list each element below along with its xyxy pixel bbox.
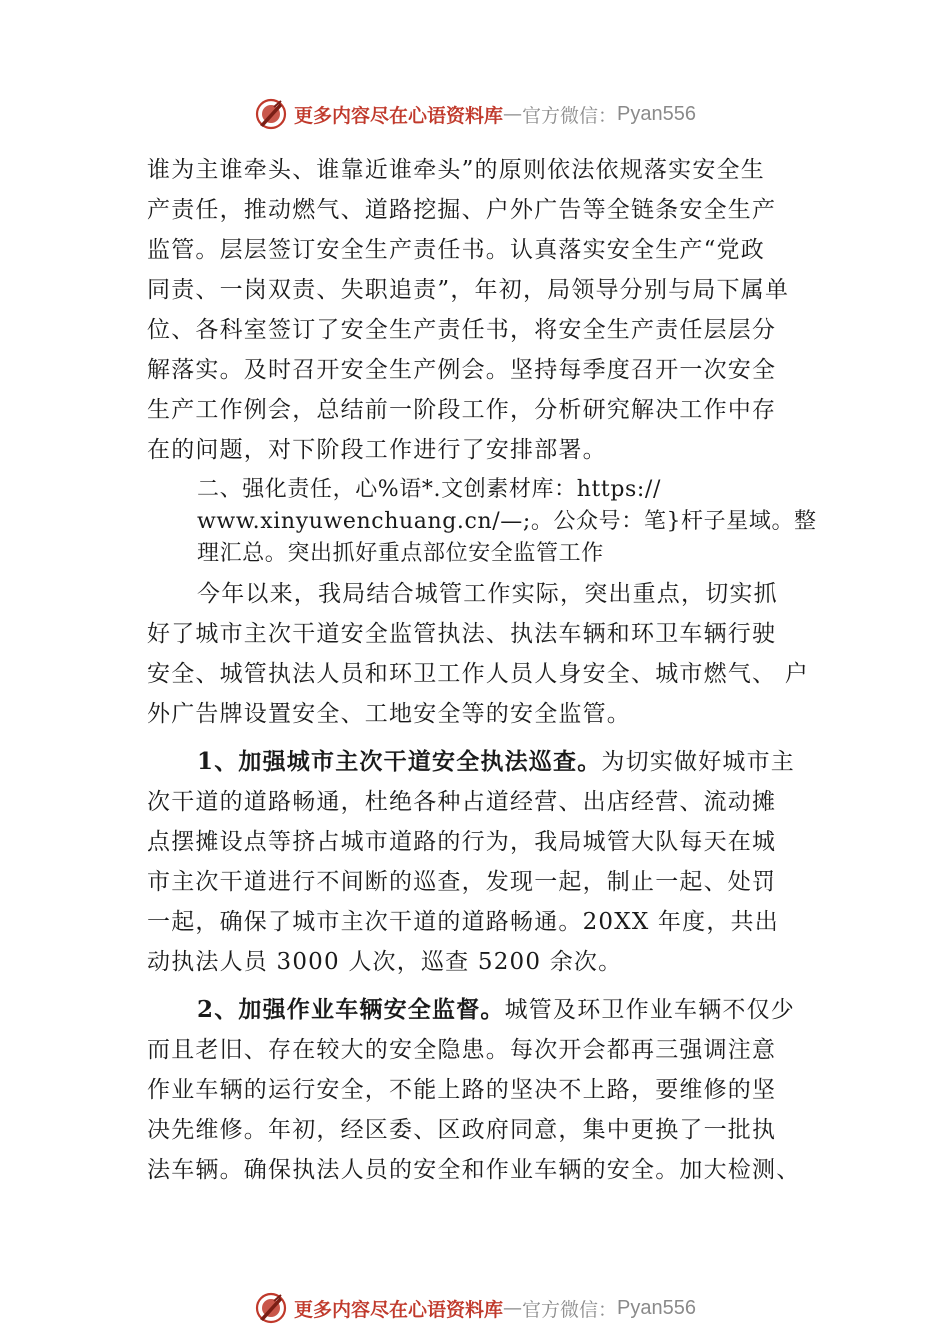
banner-wechat-label: 官方微信： [522, 1298, 618, 1321]
section-heading-line: 二、强化责任，心%语*.文创素材库：https:// [197, 477, 661, 502]
item2-first-rest: 城管及环卫作业车辆不仅少 [504, 997, 796, 1023]
item1-line: 动执法人员 3000 人次，巡查 5200 余次。 [147, 949, 623, 975]
banner-wechat-label: 官方微信： [522, 104, 618, 127]
quill-seal-icon [254, 1291, 288, 1325]
body-line: 谁为主谁牵头、谁靠近谁牵头”的原则依法依规落实安全生 [147, 157, 765, 183]
body-line: 解落实。及时召开安全生产例会。坚持每季度召开一次安全 [147, 357, 777, 383]
banner-wechat-id: Pyan556 [617, 102, 696, 125]
body-line: 产责任，推动燃气、道路挖掘、户外广告等全链条安全生产 [147, 197, 777, 223]
header-banner [0, 92, 950, 136]
item2-line: 决先维修。年初，经区委、区政府同意，集中更换了一批执 [147, 1117, 777, 1143]
item2-line: 作业车辆的运行安全，不能上路的坚决不上路，要维修的坚 [147, 1077, 777, 1103]
body-line: 位、各科室签订了安全生产责任书，将安全生产责任层层分 [147, 317, 777, 343]
item1-line: 次干道的道路畅通，杜绝各种占道经营、出店经营、流动摊 [147, 789, 777, 815]
body-line: 同责、一岗双责、失职追责”，年初，局领导分别与局下属单 [147, 277, 790, 303]
item1-first-line [147, 742, 827, 782]
item1-line: 点摆摊设点等挤占城市道路的行为，我局城管大队每天在城 [147, 829, 777, 855]
banner-separator: — [503, 103, 523, 125]
body-line: 生产工作例会，总结前一阶段工作，分析研究解决工作中存 [147, 397, 777, 423]
banner-separator: — [503, 1297, 523, 1319]
item2-heading: 2、加强作业车辆安全监督。 [197, 996, 505, 1023]
document-body [147, 150, 827, 1190]
item2-line: 法车辆。确保执法人员的安全和作业车辆的安全。加大检测、 [147, 1157, 801, 1183]
intro-line: 安全、城管执法人员和环卫工作人员人身安全、城市燃气、 户 [147, 661, 809, 687]
item1-line: 市主次干道进行不间断的巡查，发现一起，制止一起、处罚 [147, 869, 777, 895]
quill-seal-icon [254, 97, 288, 131]
section-heading-line: www.xinyuwenchuang.cn/—;。公众号：笔}杆子星域。整 [197, 509, 817, 534]
banner-brand: 更多内容尽在心语资料库 [294, 1298, 504, 1321]
item2-first-line [147, 990, 827, 1030]
section-heading-line: 理汇总。突出抓好重点部位安全监管工作 [197, 541, 604, 566]
body-line: 监管。层层签订安全生产责任书。认真落实安全生产“党政 [147, 237, 765, 263]
footer-banner [0, 1286, 950, 1330]
intro-line: 今年以来，我局结合城管工作实际，突出重点，切实抓 [197, 581, 778, 607]
banner-wechat-id: Pyan556 [617, 1296, 696, 1319]
item1-line: 一起，确保了城市主次干道的道路畅通。20XX 年度，共出 [147, 909, 779, 935]
item1-first-rest: 为切实做好城市主 [601, 749, 796, 775]
item1-heading: 1、加强城市主次干道安全执法巡查。 [197, 748, 602, 775]
intro-line: 外广告牌设置安全、工地安全等的安全监管。 [147, 701, 631, 727]
banner-brand: 更多内容尽在心语资料库 [294, 104, 504, 127]
intro-line: 好了城市主次干道安全监管执法、执法车辆和环卫车辆行驶 [147, 621, 777, 647]
body-line: 在的问题，对下阶段工作进行了安排部署。 [147, 437, 607, 463]
item2-line: 而且老旧、存在较大的安全隐患。每次开会都再三强调注意 [147, 1037, 777, 1063]
